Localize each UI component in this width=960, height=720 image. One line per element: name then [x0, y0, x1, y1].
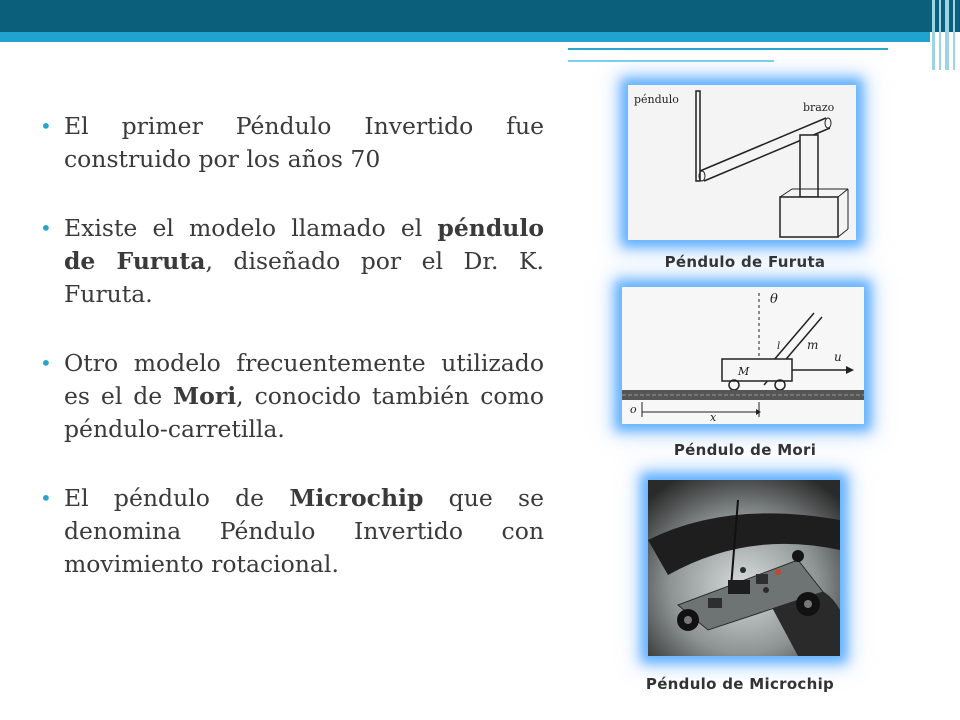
furuta-caption: Péndulo de Furuta [664, 253, 826, 271]
top-bar-accent [0, 32, 930, 42]
bullet-icon: • [40, 351, 52, 375]
bullet-icon: • [40, 114, 52, 138]
label-l: l [777, 341, 781, 352]
furuta-figure [628, 85, 856, 240]
label-u: u [834, 350, 842, 364]
mori-figure [622, 287, 864, 424]
bullet-item: • El péndulo de Microchip que se denomina Péndulo Invertido con movimiento rotacional. [40, 484, 544, 578]
label-M: M [738, 365, 750, 378]
bullet-item: • Otro modelo frecuentemente utilizado es el de Mori, conocido también como péndulo-carretilla. [40, 349, 544, 443]
decor-vertical-lines [930, 0, 960, 70]
bullet-item: • Existe el modelo llamado el péndulo de Furuta, diseñado por el Dr. K. Furuta. [40, 214, 544, 308]
microchip-photo [648, 480, 840, 656]
furuta-diagram [628, 85, 856, 240]
label-m: m [807, 338, 819, 352]
decor-stripe [568, 48, 888, 50]
mori-diagram [622, 287, 864, 424]
label-theta: θ [770, 292, 778, 307]
microchip-figure [648, 480, 840, 656]
label-brazo: brazo [803, 101, 835, 114]
top-bar [0, 0, 960, 32]
mori-caption: Péndulo de Mori [673, 441, 817, 459]
label-o: o [630, 403, 637, 416]
microchip-caption: Péndulo de Microchip [645, 675, 835, 693]
bullet-icon: • [40, 486, 52, 510]
decor-stripe [568, 60, 774, 62]
bullet-item: • El primer Péndulo Invertido fue construido por los años 70 [40, 112, 544, 173]
bullet-list [34, 110, 544, 617]
bullet-icon: • [40, 216, 52, 240]
label-pendulo: péndulo [634, 93, 679, 106]
label-x: x [710, 411, 717, 424]
